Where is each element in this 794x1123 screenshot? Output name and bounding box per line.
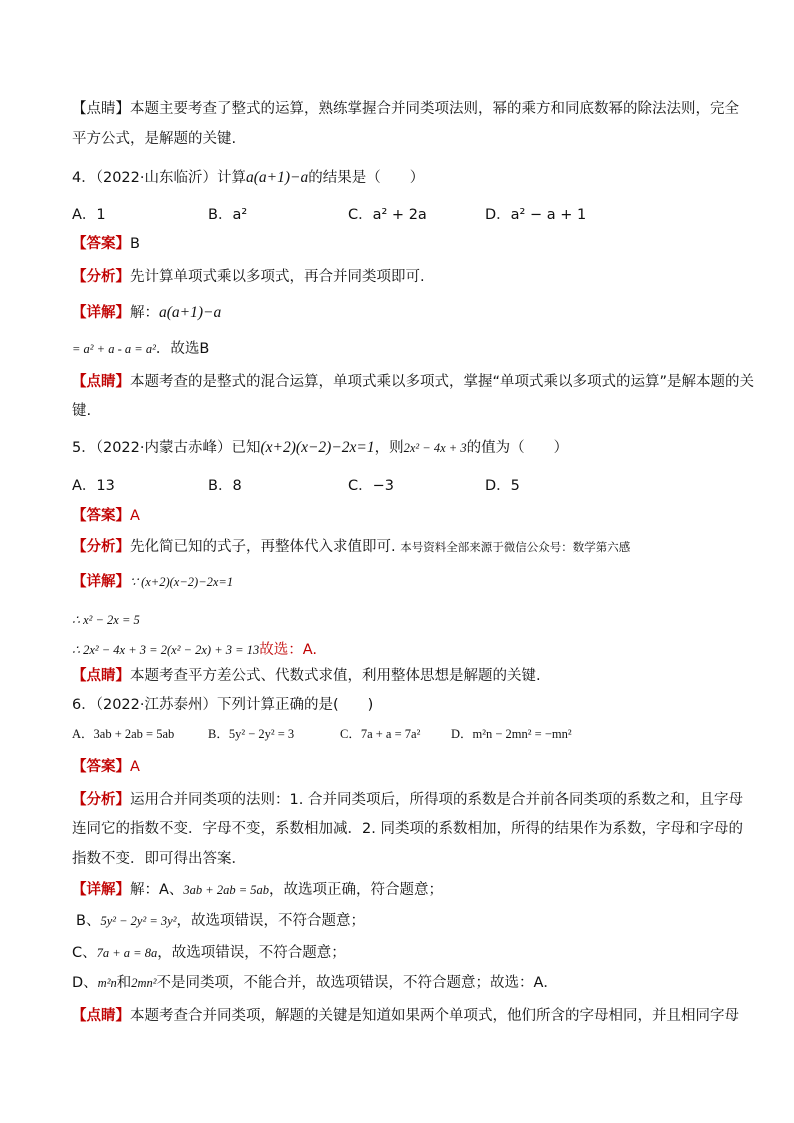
- question-4: [72, 167, 734, 189]
- text-line: 指数不变．即可得出答案．: [72, 851, 246, 867]
- math-expression: m²n: [97, 976, 117, 990]
- question-prefix: 5．（2022·内蒙古赤峰）已知: [72, 440, 261, 456]
- math-expression: = a² + a - a = a²: [72, 342, 156, 356]
- math-expression: ∵ (x+2)(x−2)−2x=1: [130, 575, 234, 589]
- note-line: [72, 665, 734, 687]
- detail-line: [72, 338, 734, 360]
- detail-tag: 【详解】: [72, 574, 130, 590]
- math-expression: 3ab + 2ab = 5ab: [183, 883, 270, 897]
- question-suffix: 的值为（ ）: [466, 440, 569, 456]
- answer-text: B: [130, 236, 140, 252]
- analysis-line: [72, 536, 734, 558]
- math-expression: a(a+1)−a: [159, 304, 222, 321]
- detail-text: ，故选项错误，不符合题意；: [157, 945, 346, 961]
- text-line: 连同它的指数不变．字母不变，系数相加减．2. 同类项的系数相加，所得的结果作为系数，字母和字母的: [72, 821, 743, 837]
- note-tag: 【点睛】: [72, 1008, 130, 1024]
- detail-text: ，故选项正确，符合题意；: [269, 882, 444, 898]
- text-line: 【点睛】本题主要考查了整式的运算，熟练掌握合并同类项法则，幂的乘方和同底数幂的除法法则，完全: [72, 101, 739, 117]
- answer-tag: 【答案】: [72, 508, 130, 524]
- math-expression: 2mn²: [131, 976, 157, 990]
- text-line: 平方公式，是解题的关键.: [72, 131, 237, 147]
- note-text: 本题考查的是整式的混合运算，单项式乘以多项式，掌握“单项式乘以多项式的运算”是解本题的关: [130, 374, 755, 390]
- detail-text: 解：: [130, 305, 159, 321]
- option-a: A．3ab + 2ab = 5ab: [72, 727, 175, 741]
- question-suffix: 的结果是（ ）: [308, 170, 425, 186]
- option-c: C．7a + a = 7a²: [340, 727, 421, 741]
- option-d: D．m²n − 2mn² = −mn²: [451, 727, 572, 741]
- question-6: 6．（2022·江苏泰州）下列计算正确的是( ): [72, 697, 374, 713]
- math-expression: ∴ x² − 2x = 5: [72, 613, 140, 627]
- answer-tag: 【答案】: [72, 759, 130, 775]
- analysis-tag: 【分析】: [72, 539, 130, 555]
- note-tag: 【点睛】: [72, 374, 130, 390]
- math-expression: 5y² − 2y² = 3y²: [100, 914, 177, 928]
- option-d: D．a² − a + 1: [485, 207, 587, 223]
- detail-line: [72, 879, 734, 901]
- detail-text: 和: [116, 975, 132, 991]
- option-b: B．8: [208, 478, 242, 494]
- answer-tag: 【答案】: [72, 236, 130, 252]
- answer-text: A: [130, 508, 140, 524]
- detail-text: C、: [72, 945, 97, 961]
- detail-tag: 【详解】: [72, 305, 130, 321]
- detail-text: 不是同类项，不能合并，故选项错误，不符合题意；故选：A．: [156, 975, 558, 991]
- question-mid: ，则: [374, 440, 404, 456]
- note-tag: 【点睛】: [72, 668, 130, 684]
- math-expression: 2x² − 4x + 3: [403, 441, 467, 455]
- text-line: 键.: [72, 403, 92, 419]
- detail-text: ，故选项错误，不符合题意；: [176, 913, 365, 929]
- option-a: A．1: [72, 207, 106, 223]
- analysis-text: 先计算单项式乘以多项式，再合并同类项即可.: [130, 269, 425, 285]
- detail-line: [76, 910, 734, 932]
- detail-text: D、: [72, 975, 98, 991]
- math-expression: a(a+1)−a: [246, 169, 309, 186]
- option-c: C．−3: [348, 478, 394, 494]
- option-a: A．13: [72, 478, 115, 494]
- math-expression: 7a + a = 8a: [96, 946, 158, 960]
- detail-line: [72, 942, 734, 964]
- option-b: B．a²: [208, 207, 248, 223]
- analysis-text: 运用合并同类项的法则：1. 合并同类项后，所得项的系数是合并前各同类项的系数之和，且字母: [130, 792, 743, 808]
- note-line: [72, 1005, 739, 1027]
- answer-line: [72, 756, 734, 778]
- source-note: 本号资料全部来源于微信公众号：数学第六感: [400, 540, 631, 554]
- note-text: 本题考查平方差公式、代数式求值，利用整体思想是解题的关键.: [130, 668, 541, 684]
- option-d: D．5: [485, 478, 520, 494]
- answer-text: A: [130, 759, 140, 775]
- note-text: 本题考查合并同类项，解题的关键是知道如果两个单项式，他们所含的字母相同，并且相同字母: [130, 1008, 739, 1024]
- question-5: [72, 437, 734, 459]
- detail-line: [72, 302, 734, 324]
- math-expression: (x+2)(x−2)−2x=1: [260, 439, 375, 456]
- analysis-line: [72, 789, 743, 811]
- analysis-text: 先化简已知的式子，再整体代入求值即可.: [130, 539, 396, 555]
- detail-text: B、: [76, 913, 101, 929]
- answer-line: [72, 505, 734, 527]
- option-b: B．5y² − 2y² = 3: [208, 727, 295, 741]
- detail-text: 故选：A.: [259, 642, 317, 658]
- math-expression: ∴ 2x² − 4x + 3 = 2(x² − 2x) + 3 = 13: [72, 643, 260, 657]
- detail-line: [72, 571, 734, 593]
- detail-text: ．故选B: [155, 341, 210, 357]
- analysis-line: [72, 266, 734, 288]
- analysis-tag: 【分析】: [72, 792, 130, 808]
- question-prefix: 4．（2022·山东临沂）计算: [72, 170, 246, 186]
- detail-text: 解：A、: [130, 882, 184, 898]
- detail-line: [72, 609, 734, 631]
- note-line: [72, 371, 755, 393]
- detail-line: [72, 972, 734, 994]
- option-c: C．a² + 2a: [348, 207, 427, 223]
- answer-line: [72, 233, 734, 255]
- analysis-tag: 【分析】: [72, 269, 130, 285]
- detail-tag: 【详解】: [72, 882, 130, 898]
- detail-line: [72, 639, 734, 661]
